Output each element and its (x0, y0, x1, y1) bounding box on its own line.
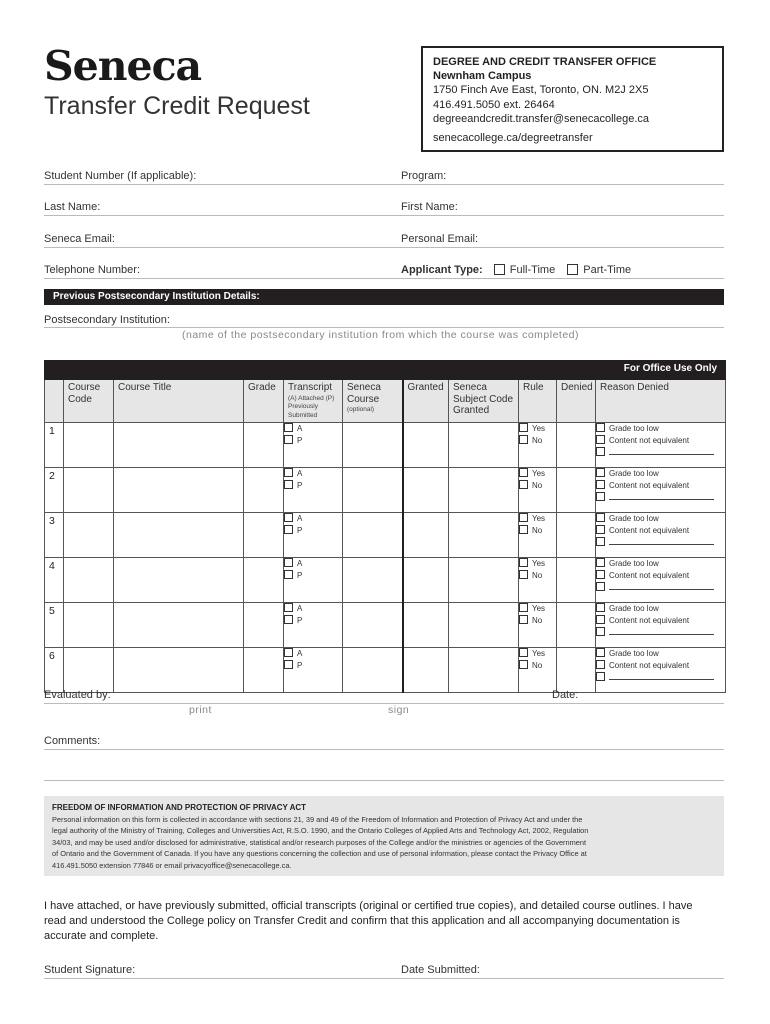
part-time-checkbox[interactable] (567, 264, 578, 275)
transcript-p-checkbox[interactable] (284, 480, 293, 489)
course-title-cell[interactable] (114, 468, 244, 513)
seneca-course-cell[interactable] (343, 468, 403, 513)
office-info-box (421, 46, 724, 152)
reason-other-field[interactable] (609, 582, 714, 590)
grade-cell[interactable] (244, 468, 284, 513)
course-title-cell[interactable] (114, 558, 244, 603)
transcript-a-checkbox[interactable] (284, 423, 293, 432)
transcript-a-checkbox[interactable] (284, 513, 293, 522)
student-number-field[interactable] (44, 184, 724, 185)
rule-yes-checkbox[interactable] (519, 648, 528, 657)
reason-content-checkbox[interactable] (596, 615, 605, 624)
denied-cell[interactable] (557, 468, 596, 513)
last-name-field[interactable] (44, 215, 724, 216)
rule-cell (519, 558, 557, 603)
privacy-text-3: 34/03, and may be used and/or disclosed for administrative, statistical and/or research purposes of the College and/or the ministries or agencies of the Government (52, 837, 587, 847)
seneca-course-cell[interactable] (343, 558, 403, 603)
course-title-cell[interactable] (114, 423, 244, 468)
granted-cell[interactable] (403, 603, 449, 648)
comments-label: Comments: (44, 735, 101, 747)
transcript-p-label: P (297, 661, 303, 670)
reason-grade-label: Grade too low (609, 559, 659, 568)
reason-cell (596, 468, 726, 513)
rule-cell (519, 513, 557, 558)
subject-code-cell[interactable] (449, 513, 519, 558)
reason-content-checkbox[interactable] (596, 570, 605, 579)
privacy-text-5: 416.491.5050 extension 77846 or email privacyoffice@senecacollege.ca. (52, 860, 292, 870)
granted-cell[interactable] (403, 513, 449, 558)
row-number: 2 (45, 468, 64, 513)
rule-no-label: No (532, 661, 543, 670)
reason-cell (596, 423, 726, 468)
reason-grade-checkbox[interactable] (596, 513, 605, 522)
first-name-label: First Name: (401, 201, 458, 213)
subject-code-cell[interactable] (449, 603, 519, 648)
reason-other-checkbox[interactable] (596, 582, 605, 591)
grade-cell[interactable] (244, 513, 284, 558)
transcript-p-label: P (297, 571, 303, 580)
reason-other-field[interactable] (609, 447, 714, 455)
denied-cell[interactable] (557, 558, 596, 603)
applicant-type-group (401, 264, 631, 276)
office-use-header: For Office Use Only (45, 361, 726, 380)
office-phone: 416.491.5050 ext. 26464 (433, 98, 555, 111)
row-number: 4 (45, 558, 64, 603)
last-name-label: Last Name: (44, 201, 101, 213)
page-title: Transfer Credit Request (44, 92, 310, 120)
student-signature-label: Student Signature: (44, 964, 136, 976)
reason-other-field[interactable] (609, 627, 714, 635)
privacy-notice (44, 796, 724, 876)
seneca-course-cell[interactable] (343, 648, 403, 693)
transcript-p-checkbox[interactable] (284, 525, 293, 534)
seneca-email-field[interactable] (44, 247, 724, 248)
transcript-cell (284, 513, 343, 558)
reason-grade-checkbox[interactable] (596, 423, 605, 432)
course-code-cell[interactable] (64, 513, 114, 558)
reason-grade-checkbox[interactable] (596, 648, 605, 657)
transcript-p-checkbox[interactable] (284, 435, 293, 444)
transcript-a-label: A (297, 559, 303, 568)
denied-cell[interactable] (557, 513, 596, 558)
rule-no-label: No (532, 571, 543, 580)
transcript-p-checkbox[interactable] (284, 615, 293, 624)
rule-yes-label: Yes (532, 424, 546, 433)
rule-yes-label: Yes (532, 559, 546, 568)
col-course-code: Course Code (64, 380, 114, 423)
subject-code-cell[interactable] (449, 468, 519, 513)
evaluation-date-label: Date: (552, 689, 579, 701)
reason-grade-checkbox[interactable] (596, 603, 605, 612)
transcript-p-checkbox[interactable] (284, 570, 293, 579)
reason-other-checkbox[interactable] (596, 537, 605, 546)
transcript-p-label: P (297, 526, 303, 535)
reason-content-checkbox[interactable] (596, 525, 605, 534)
row-number: 5 (45, 603, 64, 648)
reason-cell (596, 603, 726, 648)
rule-yes-label: Yes (532, 649, 546, 658)
office-address: 1750 Finch Ave East, Toronto, ON. M2J 2X5 (433, 84, 649, 97)
full-time-checkbox[interactable] (494, 264, 505, 275)
rule-cell (519, 603, 557, 648)
reason-grade-label: Grade too low (609, 469, 659, 478)
granted-cell[interactable] (403, 558, 449, 603)
reason-content-label: Content not equivalent (609, 661, 690, 670)
transcript-p-label: P (297, 481, 303, 490)
rule-no-label: No (532, 481, 543, 490)
institution-label: Postsecondary Institution: (44, 314, 170, 326)
transcript-a-label: A (297, 469, 303, 478)
student-number-label: Student Number (If applicable): (44, 170, 197, 182)
rule-cell (519, 423, 557, 468)
institution-section-bar: Previous Postsecondary Institution Details: (44, 289, 724, 305)
rule-no-checkbox[interactable] (519, 525, 528, 534)
grade-cell[interactable] (244, 423, 284, 468)
course-code-cell[interactable] (64, 603, 114, 648)
institution-field[interactable] (44, 327, 724, 328)
rule-no-label: No (532, 436, 543, 445)
reason-content-label: Content not equivalent (609, 526, 690, 535)
rule-no-label: No (532, 526, 543, 535)
reason-grade-label: Grade too low (609, 514, 659, 523)
print-hint: print (189, 704, 212, 716)
telephone-field[interactable] (44, 278, 724, 279)
telephone-label: Telephone Number: (44, 264, 141, 276)
transcript-p-label: P (297, 436, 303, 445)
reason-other-field[interactable] (609, 492, 714, 500)
evaluated-by-label: Evaluated by: (44, 689, 111, 701)
reason-cell (596, 648, 726, 693)
rule-yes-checkbox[interactable] (519, 468, 528, 477)
denied-cell[interactable] (557, 423, 596, 468)
grade-cell[interactable] (244, 603, 284, 648)
part-time-label: Part-Time (583, 264, 632, 276)
comments-field-line-1[interactable] (44, 749, 724, 750)
subject-code-cell[interactable] (449, 423, 519, 468)
rule-yes-checkbox[interactable] (519, 513, 528, 522)
row-number: 3 (45, 513, 64, 558)
course-row (45, 603, 726, 648)
institution-hint: (name of the postsecondary institution from which the course was completed) (182, 329, 580, 341)
col-rule: Rule (519, 380, 557, 423)
col-transcript-label: Transcript (288, 382, 333, 393)
rule-cell (519, 468, 557, 513)
col-reason-denied: Reason Denied (596, 380, 726, 423)
reason-other-checkbox[interactable] (596, 672, 605, 681)
seneca-email-label: Seneca Email: (44, 233, 115, 245)
transcript-a-checkbox[interactable] (284, 558, 293, 567)
reason-grade-label: Grade too low (609, 649, 659, 658)
applicant-type-label: Applicant Type: (401, 264, 483, 276)
course-code-cell[interactable] (64, 468, 114, 513)
course-title-cell[interactable] (114, 648, 244, 693)
reason-other-field[interactable] (609, 537, 714, 545)
denied-cell[interactable] (557, 603, 596, 648)
reason-grade-label: Grade too low (609, 424, 659, 433)
declaration-line-1: I have attached, or have previously submitted, official transcripts (original or certified true copies), and detailed course outlines. I have (44, 900, 693, 912)
declaration (44, 899, 724, 944)
reason-other-field[interactable] (609, 672, 714, 680)
col-granted: Granted (403, 380, 449, 423)
course-row (45, 648, 726, 693)
row-number: 6 (45, 648, 64, 693)
denied-cell[interactable] (557, 648, 596, 693)
reason-content-label: Content not equivalent (609, 616, 690, 625)
rule-yes-checkbox[interactable] (519, 423, 528, 432)
col-grade: Grade (244, 380, 284, 423)
transcript-a-label: A (297, 514, 303, 523)
transcript-p-label: P (297, 616, 303, 625)
program-label: Program: (401, 170, 447, 182)
reason-grade-label: Grade too low (609, 604, 659, 613)
rule-yes-checkbox[interactable] (519, 558, 528, 567)
office-website: senecacollege.ca/degreetransfer (433, 132, 593, 145)
rule-no-checkbox[interactable] (519, 615, 528, 624)
full-time-label: Full-Time (509, 264, 556, 276)
reason-other-checkbox[interactable] (596, 447, 605, 456)
reason-content-checkbox[interactable] (596, 480, 605, 489)
privacy-text-4: of Ontario and the Government of Canada. If you have any questions concerning the collection and use of personal information, please contact the Privacy Office at (52, 849, 587, 859)
row-number: 1 (45, 423, 64, 468)
course-row (45, 468, 726, 513)
evaluated-by-field[interactable] (44, 703, 724, 704)
reason-content-label: Content not equivalent (609, 571, 690, 580)
col-seneca-subject-code: Seneca Subject Code Granted (449, 380, 519, 423)
col-transcript-sub: (A) Attached (P) Previously Submitted (288, 394, 335, 419)
rule-no-label: No (532, 616, 543, 625)
declaration-line-2: read and understood the College policy on Transfer Credit and confirm that this application and all accompanying documentation is (44, 915, 680, 927)
course-title-cell[interactable] (114, 513, 244, 558)
transcript-cell (284, 603, 343, 648)
course-title-cell[interactable] (114, 603, 244, 648)
grade-cell[interactable] (244, 558, 284, 603)
col-seneca-course (343, 380, 403, 423)
reason-content-label: Content not equivalent (609, 436, 690, 445)
rule-no-checkbox[interactable] (519, 570, 528, 579)
rule-yes-label: Yes (532, 604, 546, 613)
declaration-line-3: accurate and complete. (44, 930, 159, 942)
course-row (45, 423, 726, 468)
office-email: degreeandcredit.transfer@senecacollege.ca (433, 112, 650, 125)
col-seneca-course-sub: (optional) (347, 406, 375, 413)
grade-cell[interactable] (244, 648, 284, 693)
personal-email-label: Personal Email: (401, 233, 479, 245)
reason-content-label: Content not equivalent (609, 481, 690, 490)
reason-other-checkbox[interactable] (596, 627, 605, 636)
rule-no-checkbox[interactable] (519, 435, 528, 444)
signature-field[interactable] (44, 978, 724, 979)
course-row (45, 513, 726, 558)
reason-grade-checkbox[interactable] (596, 468, 605, 477)
seneca-course-cell[interactable] (343, 423, 403, 468)
rule-no-checkbox[interactable] (519, 660, 528, 669)
granted-cell[interactable] (403, 423, 449, 468)
course-table (44, 360, 726, 693)
granted-cell[interactable] (403, 468, 449, 513)
office-name: DEGREE AND CREDIT TRANSFER OFFICE (433, 56, 657, 68)
transcript-cell (284, 558, 343, 603)
subject-code-cell[interactable] (449, 558, 519, 603)
transcript-a-label: A (297, 604, 303, 613)
transcript-a-label: A (297, 424, 303, 433)
reason-cell (596, 558, 726, 603)
privacy-text-2: legal authority of the Ministry of Training, Colleges and Universities Act, R.S.O. 1990, and the Ontario Colleges of Applied Arts and Technology Act, 2002, Regulation (52, 826, 589, 836)
reason-cell (596, 513, 726, 558)
reason-other-checkbox[interactable] (596, 492, 605, 501)
reason-content-checkbox[interactable] (596, 660, 605, 669)
subject-code-cell[interactable] (449, 648, 519, 693)
course-code-cell[interactable] (64, 423, 114, 468)
col-course-title: Course Title (114, 380, 244, 423)
seneca-course-cell[interactable] (343, 603, 403, 648)
course-code-cell[interactable] (64, 558, 114, 603)
course-row (45, 558, 726, 603)
date-submitted-label: Date Submitted: (401, 964, 480, 976)
col-denied: Denied (557, 380, 596, 423)
transcript-a-label: A (297, 649, 303, 658)
transcript-a-checkbox[interactable] (284, 648, 293, 657)
course-code-cell[interactable] (64, 648, 114, 693)
rule-no-checkbox[interactable] (519, 480, 528, 489)
transcript-cell (284, 648, 343, 693)
rule-yes-label: Yes (532, 514, 546, 523)
privacy-title: FREEDOM OF INFORMATION AND PROTECTION OF PRIVACY ACT (52, 803, 307, 812)
transcript-a-checkbox[interactable] (284, 468, 293, 477)
col-transcript (284, 380, 343, 423)
rule-yes-label: Yes (532, 469, 546, 478)
transcript-cell (284, 423, 343, 468)
privacy-text-1: Personal information on this form is collected in accordance with sections 21, 39 and 49 of the Freedom of Information and Protection of Privacy Act and under the (52, 814, 583, 824)
transcript-cell (284, 468, 343, 513)
rule-yes-checkbox[interactable] (519, 603, 528, 612)
transcript-p-checkbox[interactable] (284, 660, 293, 669)
seneca-logo: Seneca (44, 42, 202, 90)
office-campus: Newnham Campus (433, 70, 532, 83)
seneca-course-cell[interactable] (343, 513, 403, 558)
rule-cell (519, 648, 557, 693)
col-seneca-course-label: Seneca Course (347, 382, 381, 405)
comments-field-line-2[interactable] (44, 780, 724, 781)
sign-hint: sign (388, 704, 410, 716)
granted-cell[interactable] (403, 648, 449, 693)
transcript-a-checkbox[interactable] (284, 603, 293, 612)
reason-grade-checkbox[interactable] (596, 558, 605, 567)
reason-content-checkbox[interactable] (596, 435, 605, 444)
